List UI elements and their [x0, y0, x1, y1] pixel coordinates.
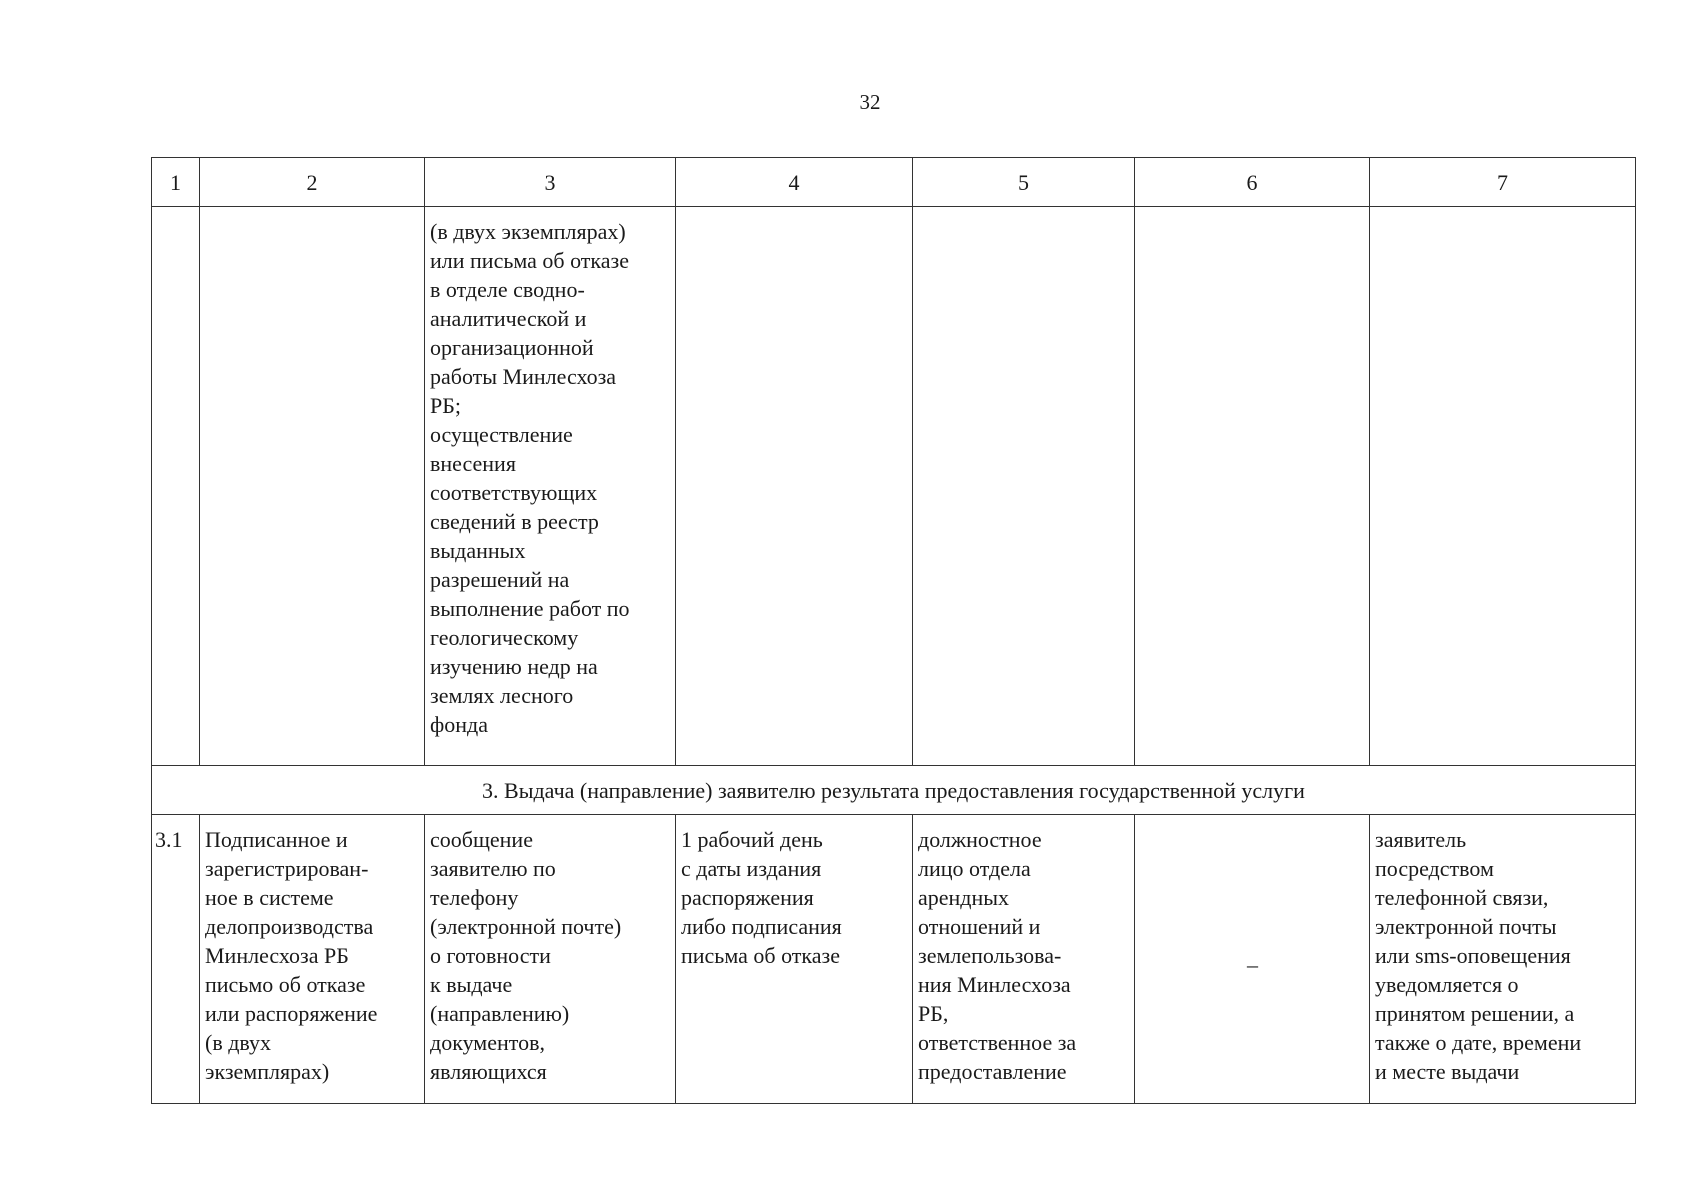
table-row-3-1	[152, 815, 1636, 1104]
column-header-1: 1	[152, 158, 200, 207]
table-cell-procedure: (в двух экземплярах) или письма об отказе в отделе сводно- аналитической и организационной работы Минлесхоза РБ; осуществление внесения соответствующих сведений в реестр выданных разрешений на выполнение работ по геологическому изучению недр на землях лесного фонда	[425, 207, 676, 766]
column-header-7: 7	[1370, 158, 1636, 207]
column-header-3: 3	[425, 158, 676, 207]
column-header-6: 6	[1135, 158, 1370, 207]
table-cell	[1370, 207, 1636, 766]
table-cell	[676, 207, 913, 766]
table-header-row	[152, 158, 1636, 207]
section-heading-row	[152, 766, 1636, 815]
section-title: 3. Выдача (направление) заявителю результата предоставления государственной услуги	[152, 766, 1636, 815]
column-header-4: 4	[676, 158, 913, 207]
table-row-continuation	[152, 207, 1636, 766]
table-cell	[152, 207, 200, 766]
table-cell-action: сообщение заявителю по телефону (электронной почте) о готовности к выдаче (направлению) документов, являющихся	[425, 815, 676, 1104]
table-cell	[1135, 207, 1370, 766]
page-number: 32	[859, 90, 881, 114]
services-table	[151, 157, 1636, 1104]
row-number: 3.1	[152, 815, 200, 1104]
table-cell-result: заявитель посредством телефонной связи, электронной почты или sms-оповещения уведомляется о принятом решении, а также о дате, времени и месте выдачи	[1370, 815, 1636, 1104]
column-header-2: 2	[200, 158, 425, 207]
table-cell-dash: –	[1135, 815, 1370, 1104]
table-cell	[200, 207, 425, 766]
table-cell-basis: Подписанное и зарегистрирован- ное в системе делопроизводства Минлесхоза РБ письмо об отказе или распоряжение (в двух экземплярах)	[200, 815, 425, 1104]
table-cell-responsible: должностное лицо отдела арендных отношений и землепользова- ния Минлесхоза РБ, ответственное за предоставление	[913, 815, 1135, 1104]
table-cell-duration: 1 рабочий день с даты издания распоряжения либо подписания письма об отказе	[676, 815, 913, 1104]
column-header-5: 5	[913, 158, 1135, 207]
table-cell	[913, 207, 1135, 766]
